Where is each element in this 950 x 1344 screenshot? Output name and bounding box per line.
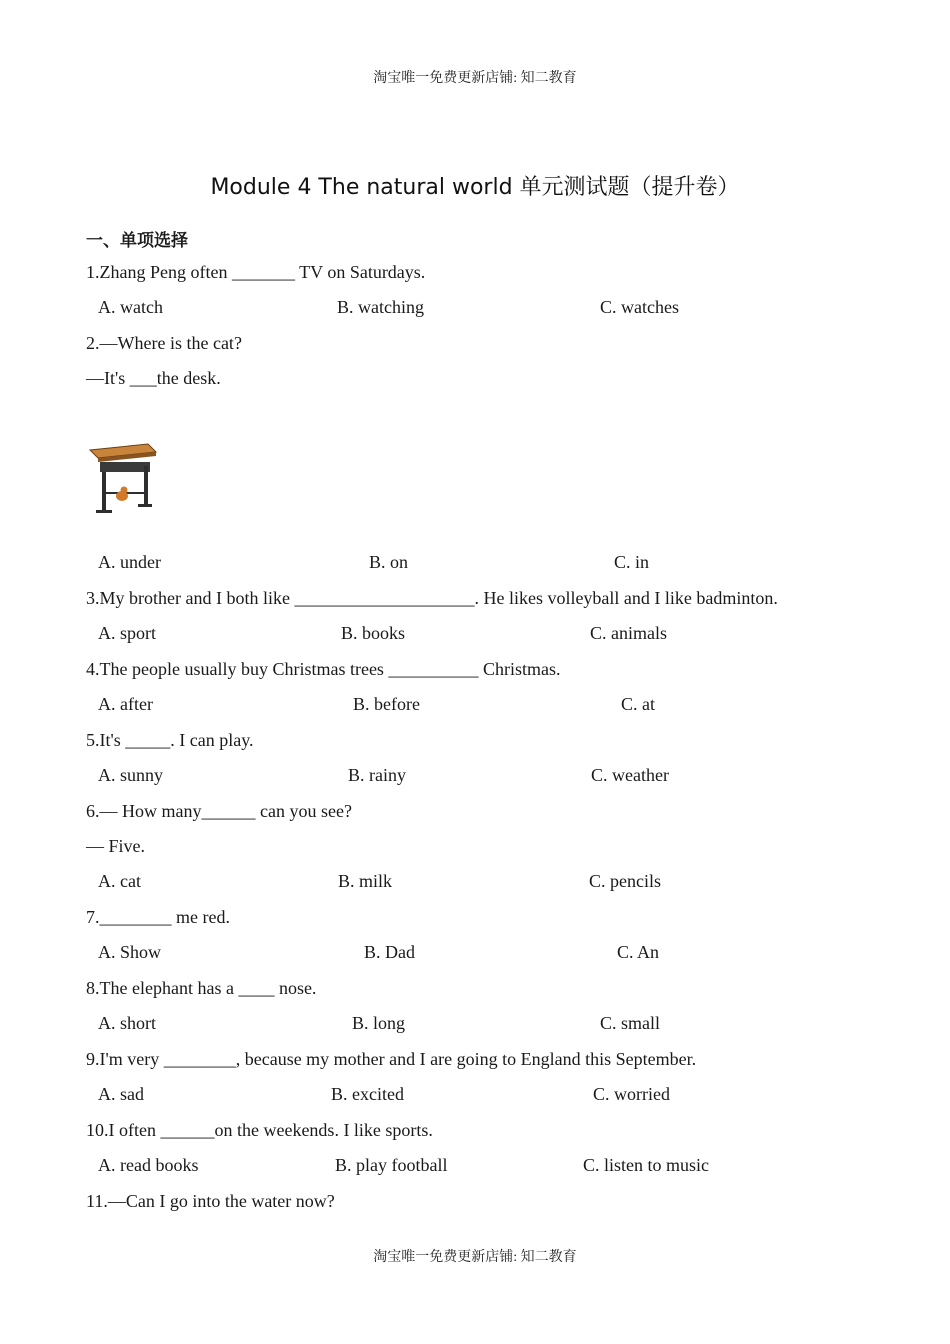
option-b: B. watching	[337, 297, 424, 317]
option-c: C. pencils	[589, 871, 661, 891]
option-c: C. watches	[600, 297, 679, 317]
option-c: C. worried	[593, 1084, 670, 1104]
option-c: C. in	[614, 552, 650, 572]
question-stem: 2.—Where is the cat?	[86, 333, 242, 353]
question-stem: 7.________ me red.	[86, 907, 230, 927]
option-a: A. cat	[98, 871, 141, 891]
question-stem: 9.I'm very ________, because my mother and I are going to England this September.	[86, 1049, 697, 1069]
desk-with-cat-image	[86, 440, 158, 520]
option-b: B. before	[353, 694, 420, 714]
option-a: A. under	[98, 552, 161, 572]
question-stem: 6.— How many______ can you see?	[86, 801, 352, 821]
option-a: A. sunny	[98, 765, 164, 785]
option-a: A. sad	[98, 1084, 144, 1104]
option-b: B. Dad	[364, 942, 415, 962]
option-a: A. sport	[98, 623, 156, 643]
question-stem-reply: —It's ___the desk.	[86, 368, 221, 388]
option-b: B. rainy	[348, 765, 406, 785]
option-c: C. animals	[590, 623, 667, 643]
option-a: A. read books	[98, 1155, 199, 1175]
section-title: 一、单项选择	[86, 231, 188, 251]
option-c: C. An	[617, 942, 660, 962]
option-b: B. excited	[331, 1084, 404, 1104]
page-footer: 淘宝唯一免费更新店铺: 知二教育	[373, 1250, 577, 1265]
option-c: C. weather	[591, 765, 669, 785]
question-stem-reply: — Five.	[86, 836, 146, 856]
question-stem: 10.I often ______on the weekends. I like sports.	[86, 1120, 433, 1140]
question-stem: 8.The elephant has a ____ nose.	[86, 978, 317, 998]
option-a: A. watch	[98, 297, 163, 317]
option-c: C. small	[600, 1013, 661, 1033]
option-b: B. milk	[338, 871, 393, 891]
option-b: B. long	[352, 1013, 406, 1033]
page-title: Module 4 The natural world 单元测试题（提升卷）	[210, 175, 740, 200]
question-stem: 5.It's _____. I can play.	[86, 730, 254, 750]
option-a: A. short	[98, 1013, 156, 1033]
question-stem: 3.My brother and I both like ____________________. He likes volleyball and I like badminton.	[86, 588, 778, 608]
option-a: A. after	[98, 694, 153, 714]
option-c: C. listen to music	[583, 1155, 709, 1175]
option-b: B. books	[341, 623, 406, 643]
question-stem: 11.—Can I go into the water now?	[86, 1191, 335, 1211]
page-header: 淘宝唯一免费更新店铺: 知二教育	[373, 71, 577, 86]
option-b: B. on	[369, 552, 409, 572]
option-b: B. play football	[335, 1155, 448, 1175]
option-a: A. Show	[98, 942, 162, 962]
question-stem: 4.The people usually buy Christmas trees __________ Christmas.	[86, 659, 561, 679]
option-c: C. at	[621, 694, 655, 714]
question-stem: 1.Zhang Peng often _______ TV on Saturdays.	[86, 262, 426, 282]
